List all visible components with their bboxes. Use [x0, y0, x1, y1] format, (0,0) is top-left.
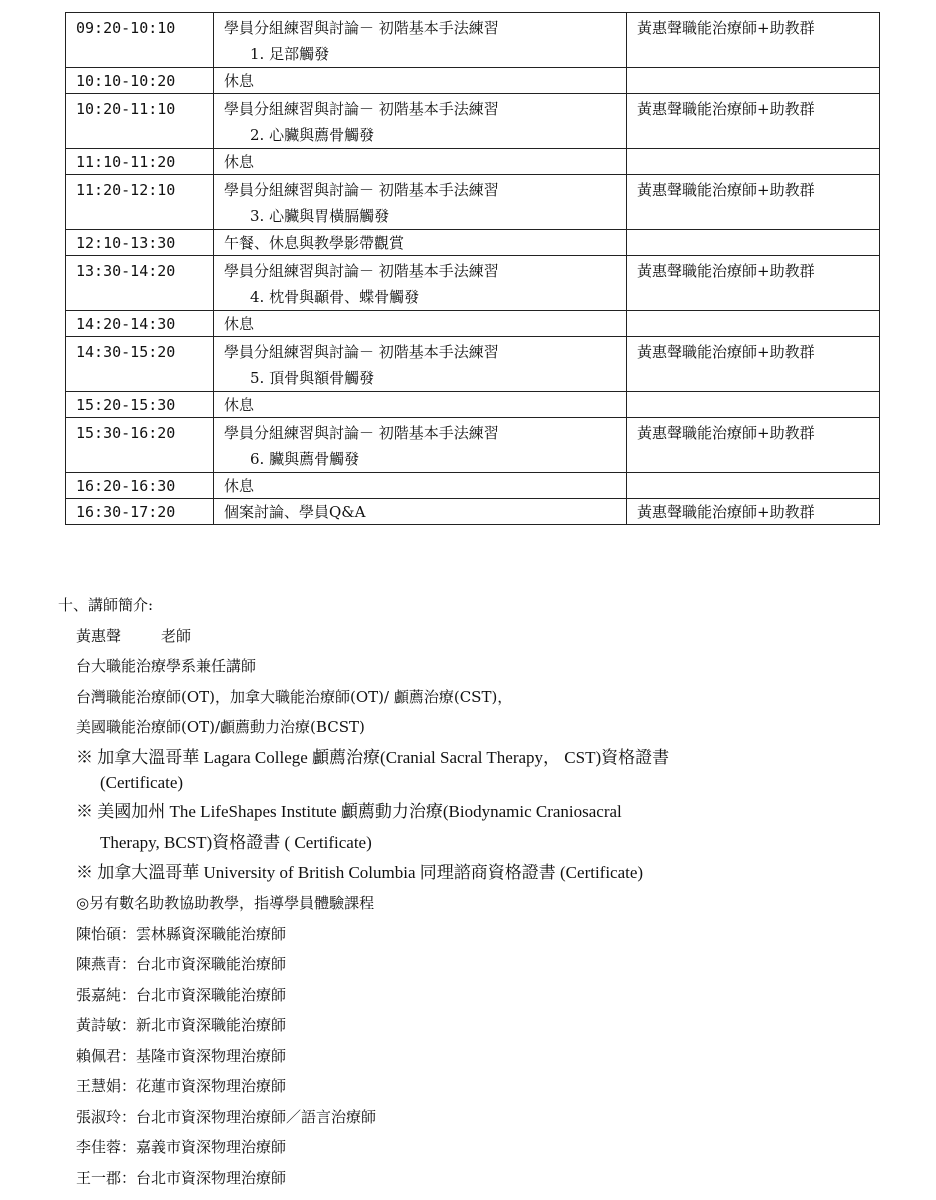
schedule-activity: [214, 230, 627, 256]
schedule-activity: [214, 68, 627, 94]
schedule-instructor: [627, 230, 880, 256]
activity-title: 休息: [224, 315, 255, 333]
schedule-activity: [214, 13, 627, 68]
schedule-time: 11:10-11:20: [66, 149, 214, 175]
schedule-table: [65, 12, 880, 525]
activity-title: 學員分組練習與討論－ 初階基本手法練習: [224, 343, 499, 361]
schedule-row: [66, 311, 880, 337]
schedule-activity: [214, 311, 627, 337]
activity-subtopic: 3. 心臟與胃橫膈觸發: [250, 207, 390, 225]
assistant-item: 王慧娟：花蓮市資深物理治療師: [76, 1077, 287, 1095]
assistant-item: 賴佩君：基隆市資深物理治療師: [76, 1046, 287, 1065]
activity-title: 午餐、休息與教學影帶觀賞: [224, 234, 405, 252]
certificate-item: [76, 858, 898, 889]
schedule-row: [66, 418, 880, 473]
schedule-time: 09:20-10:10: [66, 13, 214, 68]
schedule-time: 11:20-12:10: [66, 175, 214, 230]
schedule-activity: [214, 473, 627, 499]
schedule-time: 16:30-17:20: [66, 499, 214, 525]
schedule-instructor: [627, 68, 880, 94]
activity-title: 休息: [224, 477, 255, 495]
schedule-instructor: 黃惠聲職能治療師+助教群: [627, 418, 880, 473]
activity-title: 休息: [224, 153, 255, 171]
certificate-text: ※ 加拿大溫哥華 Lagara College 顱薦治療(Cranial Sacral Therapy， CST)資格證書: [76, 747, 670, 767]
activity-title: 學員分組練習與討論－ 初階基本手法練習: [224, 181, 499, 199]
schedule-row: [66, 392, 880, 418]
activity-title: 休息: [224, 396, 255, 414]
activity-subtopic: 6. 臟與薦骨觸發: [250, 450, 360, 468]
certificate-item: [76, 743, 898, 794]
schedule-instructor: 黃惠聲職能治療師+助教群: [627, 13, 880, 68]
assistant-item: 陳怡碩：雲林縣資深職能治療師: [76, 924, 287, 943]
schedule-time: 10:20-11:10: [66, 94, 214, 149]
schedule-row: [66, 175, 880, 230]
instructor-name-line: [76, 621, 898, 652]
assistant-item: 王一郡：台北市資深物理治療師: [76, 1168, 287, 1187]
schedule-instructor: 黃惠聲職能治療師+助教群: [627, 499, 880, 525]
activity-subtopic: 1. 足部觸發: [250, 45, 330, 63]
activity-subtopic: 4. 枕骨與顳骨、蝶骨觸發: [250, 288, 420, 306]
certificate-continuation: Therapy, BCST)資格證書 ( Certificate): [100, 832, 372, 852]
bio-line: 美國職能治療師(OT)/顱薦動力治療(BCST): [76, 718, 365, 736]
instructor-name: 黃惠聲: [76, 626, 122, 645]
schedule-row: [66, 473, 880, 499]
schedule-row: [66, 230, 880, 256]
instructor-bio: [58, 590, 898, 1193]
activity-subtopic: 2. 心臟與薦骨觸發: [250, 126, 375, 144]
assistant-item: 陳燕青：台北市資深職能治療師: [76, 955, 287, 973]
schedule-row: [66, 149, 880, 175]
activity-title: 個案討論、學員Q&A: [224, 503, 366, 521]
schedule-row: [66, 13, 880, 68]
certificate-continuation: (Certificate): [100, 773, 184, 792]
bio-heading: 十、講師簡介:: [58, 596, 154, 614]
schedule-instructor: [627, 311, 880, 337]
schedule-instructor: [627, 473, 880, 499]
schedule-activity: [214, 149, 627, 175]
activity-title: 學員分組練習與討論－ 初階基本手法練習: [224, 424, 499, 442]
certificate-text: ※ 加拿大溫哥華 University of British Columbia 同理諮商資格證書 (Certificate): [76, 862, 644, 882]
activity-title: 學員分組練習與討論－ 初階基本手法練習: [224, 100, 499, 118]
activity-title: 學員分組練習與討論－ 初階基本手法練習: [224, 262, 499, 280]
assistant-item: 張嘉純：台北市資深職能治療師: [76, 985, 287, 1004]
schedule-instructor: 黃惠聲職能治療師+助教群: [627, 256, 880, 311]
schedule-body: [66, 13, 880, 525]
schedule-time: 14:30-15:20: [66, 337, 214, 392]
certificate-item: [76, 797, 898, 858]
activity-subtopic: 5. 頂骨與額骨觸發: [250, 369, 375, 387]
instructor-title: 老師: [161, 626, 192, 645]
schedule-activity: [214, 256, 627, 311]
schedule-row: [66, 94, 880, 149]
schedule-time: 12:10-13:30: [66, 230, 214, 256]
schedule-row: [66, 337, 880, 392]
schedule-time: 14:20-14:30: [66, 311, 214, 337]
schedule-instructor: [627, 149, 880, 175]
schedule-activity: [214, 94, 627, 149]
schedule-activity: [214, 392, 627, 418]
schedule-time: 15:30-16:20: [66, 418, 214, 473]
schedule-row: [66, 256, 880, 311]
schedule-activity: [214, 418, 627, 473]
bio-line: 台大職能治療學系兼任講師: [76, 657, 257, 675]
schedule-row: [66, 68, 880, 94]
schedule-activity: [214, 175, 627, 230]
schedule-instructor: 黃惠聲職能治療師+助教群: [627, 94, 880, 149]
schedule-time: 16:20-16:30: [66, 473, 214, 499]
assistant-item: 黃詩敏：新北市資深職能治療師: [76, 1016, 287, 1034]
certificate-text: ※ 美國加州 The LifeShapes Institute 顱薦動力治療(Biodynamic Craniosacral: [76, 802, 622, 821]
activity-title: 休息: [224, 72, 255, 90]
assistant-list: [58, 919, 898, 1194]
schedule-instructor: 黃惠聲職能治療師+助教群: [627, 175, 880, 230]
schedule-activity: [214, 337, 627, 392]
assistant-item: 李佳蓉：嘉義市資深物理治療師: [76, 1138, 287, 1156]
schedule-time: 13:30-14:20: [66, 256, 214, 311]
assistant-note: ◎另有數名助教協助教學，指導學員體驗課程: [76, 894, 375, 912]
bio-line: 台灣職能治療師(OT)，加拿大職能治療師(OT)/ 顱薦治療(CST)，: [76, 687, 513, 706]
activity-title: 學員分組練習與討論－ 初階基本手法練習: [224, 19, 499, 37]
assistant-item: 張淑玲：台北市資深物理治療師／語言治療師: [76, 1107, 377, 1126]
schedule-instructor: 黃惠聲職能治療師+助教群: [627, 337, 880, 392]
schedule-instructor: [627, 392, 880, 418]
schedule-time: 10:10-10:20: [66, 68, 214, 94]
schedule-time: 15:20-15:30: [66, 392, 214, 418]
schedule-activity: [214, 499, 627, 525]
schedule-row: [66, 499, 880, 525]
